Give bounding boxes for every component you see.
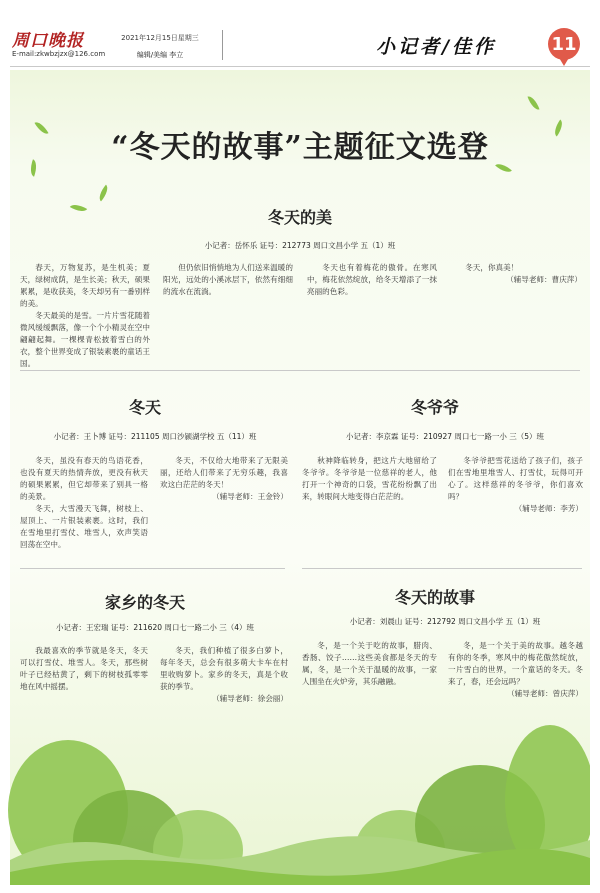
article-title: 冬爷爷 <box>410 398 459 417</box>
paragraph: 冬天，不仅给大地带来了无限美丽，还给人们带来了无穷乐趣，我喜欢这白茫茫的冬天！ <box>160 456 288 489</box>
header-divider <box>222 30 223 60</box>
paragraph: 冬天，虽没有春天的鸟语花香，也没有夏天的热情奔放，更没有秋天的硕果累累，但它却带来了别具一格的美景。 <box>20 456 148 501</box>
issue-date: 2021年12月15日星期三 <box>121 34 199 42</box>
paragraph: 冬，是一个关于吃的故事，腊肉、香肠、饺子……这些美食都是冬天的专属，冬，是一个关于温暖的故事，一家人围坐在火炉旁，其乐融融。 <box>302 641 437 686</box>
article-column <box>307 262 437 298</box>
paragraph: 秋神降临转身，把这片大地留给了冬爷爷。冬爷爷是一位慈祥的老人，他打开一个神奇的口袋，雪花纷纷飘了出来，转眼间大地变得白茫茫的。 <box>302 456 437 501</box>
article-column <box>163 262 293 298</box>
article-column <box>20 455 148 551</box>
paragraph: 冬天最美的是雪。一片片雪花随着微风缓缓飘落，像一个个小精灵在空中翩翩起舞。一棵棵青松披着雪白的外衣，整个世界变成了银装素裹的童话王国。 <box>20 311 150 368</box>
mentor-credit: （辅导老师：李芳） <box>514 504 583 513</box>
paragraph: 冬天，我们种植了很多白萝卜，每年冬天，总会有很多萌大卡车在村里收购萝卜。家乡的冬天，真是个收获的季节。 <box>160 646 288 691</box>
newspaper-logo: 周口晚报 <box>12 31 84 51</box>
paragraph: 但仍依旧悄悄地为人们送来温暖的阳光，远处的小溪冰层下，依然有细细的流水在流淌。 <box>163 263 293 296</box>
article-column <box>20 645 148 693</box>
article-byline: 小记者：王卜博 证号：211105 周口沙颍湖学校 五（11）班 <box>53 432 257 441</box>
divider <box>302 568 582 569</box>
mentor-credit: （辅导老师：徐会丽） <box>212 694 288 703</box>
mentor-credit: （辅导老师：王金铃） <box>212 492 288 501</box>
masthead <box>0 0 600 70</box>
article-byline: 小记者：李京霖 证号：210927 周口七一路一小 三（5）班 <box>345 432 545 441</box>
page-number-badge: 11 <box>548 28 580 60</box>
article-byline: 小记者：岳怀乐 证号：212773 周口文昌小学 五（1）班 <box>204 241 396 250</box>
article-title: 家乡的冬天 <box>104 593 185 612</box>
article-column <box>302 640 437 688</box>
main-headline: “冬天的故事”主题征文选登 <box>111 130 489 165</box>
grass-illustration <box>10 820 590 885</box>
divider <box>20 370 580 371</box>
article-byline: 小记者：刘晨山 证号：212792 周口文昌小学 五（1）班 <box>349 617 541 626</box>
article-column <box>160 455 288 503</box>
paragraph: 冬天，你真美！ <box>465 263 519 272</box>
paragraph: 冬天也有着梅花的傲骨。在寒风中，梅花依然绽放，给冬天增添了一抹亮丽的色彩。 <box>307 263 437 296</box>
article-title: 冬天的故事 <box>394 588 475 607</box>
article-column <box>20 262 150 370</box>
article-column <box>448 455 583 515</box>
paragraph: 冬，是一个关于美的故事。越冬越有你的冬季，寒风中的梅花傲然绽放，一片雪白的世界，一个童话的冬天。冬来了，春，还会远吗？ <box>448 641 583 686</box>
mentor-credit: （辅导老师：曾庆萍） <box>507 689 583 698</box>
divider <box>20 568 285 569</box>
email-line: E-mail:zkwbzjzx@126.com <box>12 50 106 58</box>
article-byline: 小记者：王宏瑞 证号：211620 周口七一路二小 三（4）班 <box>55 623 255 632</box>
paragraph: 冬爷爷把雪花送给了孩子们，孩子们在雪地里堆雪人、打雪仗，玩得可开心了。这样慈祥的冬爷爷，你们喜欢吗？ <box>448 456 583 501</box>
paragraph: 冬天，大雪漫天飞舞，树枝上、屋顶上、一片银装素裹。这时，我们在雪地里打雪仗、堆雪人，欢声笑语回荡在空中。 <box>20 504 148 549</box>
paragraph: 我最喜欢的季节就是冬天，冬天可以打雪仗、堆雪人。冬天，那些树叶子已经枯黄了，剩下的树枝孤零零地在风中摇摆。 <box>20 646 148 691</box>
header-rule <box>10 66 590 67</box>
article-column <box>160 645 288 705</box>
article-column <box>450 262 582 286</box>
mentor-credit: （辅导老师：曹庆萍） <box>506 275 582 284</box>
article-title: 冬天 <box>128 398 161 417</box>
article-title: 冬天的美 <box>267 208 332 227</box>
editor-credits: 编辑/美编 李立 <box>136 51 184 59</box>
article-column <box>302 455 437 503</box>
article-column <box>448 640 583 700</box>
paragraph: 春天，万物复苏，是生机美；夏天，绿树成荫，是生长美；秋天，硕果累累，是收获美，冬天却另有一番别样的美。 <box>20 263 150 308</box>
section-title: 小记者/佳作 <box>376 36 496 58</box>
